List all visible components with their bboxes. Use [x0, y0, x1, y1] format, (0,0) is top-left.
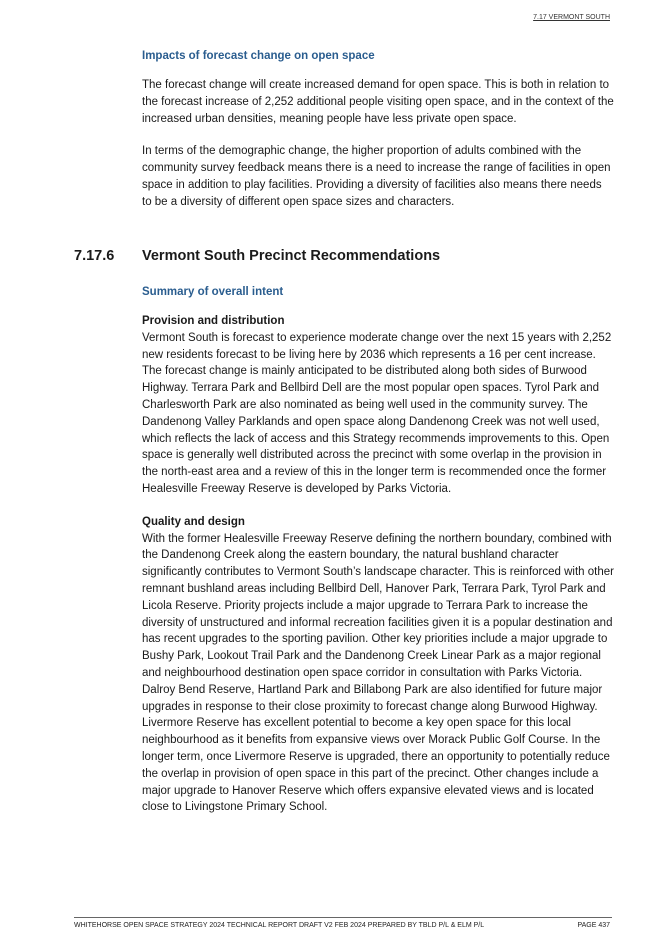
provision-heading: Provision and distribution: [142, 315, 285, 327]
running-header: 7.17 VERMONT SOUTH: [533, 14, 610, 21]
impacts-block: [142, 50, 614, 211]
section-number: 7.17.6: [74, 248, 115, 264]
summary-heading: Summary of overall intent: [142, 286, 284, 298]
quality-paragraph: With the former Healesville Freeway Reserve defining the northern boundary, combined with the Dandenong Creek along the eastern boundary, the natural bushland character significantly contributes to Vermont South’s landscape character. This is reinforced with other remnant bushland areas including Bellbird Dell, Hanover Park, Terrara Park, Tyrol Park and Licola Reserve. Priority projects include a major upgrade to Terrara Park to increase the diversity of unstructured and informal recreation facilities given it is a popular destination and has recent upgrades to the sporting pavilion. Other key priorities include a major upgrade to Bushy Park, Lookout Trail Park and the Dandenong Creek Linear Park as a major regional and neighbourhood destination open space corridor in consultation with Parks Victoria. Dalroy Bend Reserve, Hartland Park and Billabong Park are also identified for future major upgrades in response to their close proximity to forecast change along Burwood Highway. Livermore Reserve has excellent potential to become a key open space for this local neighbourhood as it benefits from expansive views over Morack Public Golf Course. In the longer term, once Livermore Reserve is upgraded, there an opportunity to potentially reduce the overlap in provision of open space in this part of the precinct. Other changes include a major upgrade to Hanover Reserve which offers expansive elevated views and is located close to Livingstone Primary School.: [142, 532, 614, 814]
impacts-heading: Impacts of forecast change on open space: [142, 50, 375, 62]
impacts-paragraph-2: In terms of the demographic change, the higher proportion of adults combined with the community survey feedback means there is a need to increase the range of facilities in open space in addition to play facilities. Providing a diversity of facilities also means there needs to be a diversity of different open space sizes and characters.: [142, 145, 611, 208]
quality-heading: Quality and design: [142, 515, 245, 528]
impacts-paragraph-1: The forecast change will create increased demand for open space. This is both in relation to the forecast increase of 2,252 additional people visiting open space, and in the context of the increased urban densities, meaning people have less private open space.: [142, 79, 614, 125]
provision-paragraph: Vermont South is forecast to experience moderate change over the next 15 years with 2,252 new residents forecast to be living here by 2036 which represents a 16 per cent increase. The forecast change is mainly anticipated to be distributed along both sides of Burwood Highway. Terrara Park and Bellbird Dell are the most popular open spaces. Tyrol Park and Charlesworth Park are also nominated as being well used in the community survey. The Dandenong Valley Parklands and open space along Dandenong Creek was not well used, which reflects the lack of access and this Strategy recommends improvements to this. Open space is generally well distributed across the precinct with some overlap in the provision in the north-east area and a review of this in the longer term is recommended once the former Healesville Freeway Reserve is developed by Parks Victoria.: [142, 331, 612, 495]
section-title: Vermont South Precinct Recommendations: [142, 248, 441, 264]
page-number: PAGE 437: [577, 922, 610, 929]
footer-document-info: WHITEHORSE OPEN SPACE STRATEGY 2024 TECHNICAL REPORT DRAFT V2 FEB 2024 PREPARED BY TBLD P/L & ELM P/L: [74, 922, 485, 929]
section-body: [142, 286, 614, 816]
footer-divider: [74, 917, 612, 918]
